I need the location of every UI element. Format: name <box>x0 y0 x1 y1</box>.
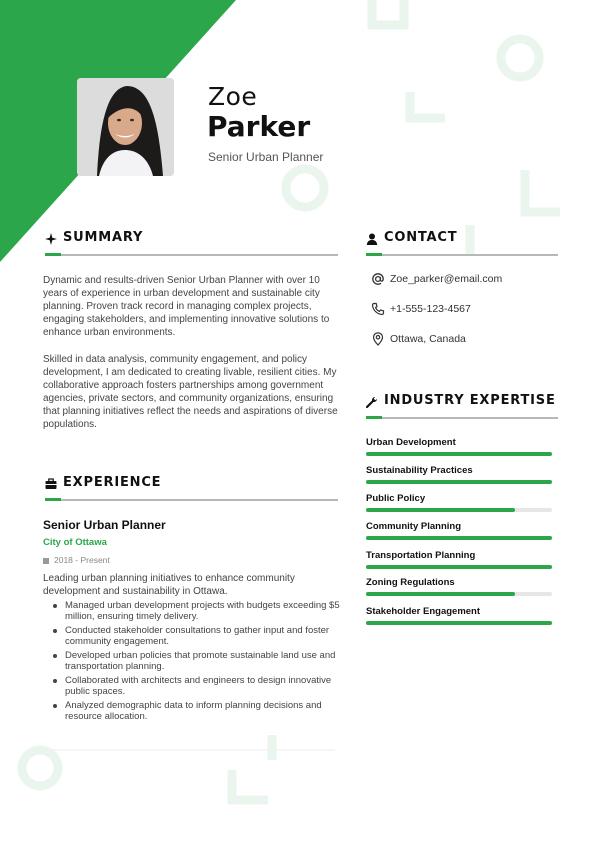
skill-name: Community Planning <box>366 521 461 532</box>
list-item: Developed urban policies that promote sustainable land use and transportation planning. <box>53 650 341 672</box>
briefcase-icon <box>45 478 57 490</box>
contact-heading: CONTACT <box>384 230 458 245</box>
expertise-divider-accent <box>366 416 382 419</box>
at-sign-icon <box>371 272 385 286</box>
profile-photo <box>77 78 174 176</box>
skill-bar-fill <box>366 480 552 484</box>
summary-section-header <box>45 230 338 260</box>
job-title: Senior Urban Planner <box>208 150 324 164</box>
skill-name: Transportation Planning <box>366 550 476 561</box>
expertise-divider <box>366 417 558 419</box>
summary-paragraph-1: Dynamic and results-driven Senior Urban Planner with over 10 years of experience in urban development and sustainable city planning. Proven track record in managing complex projects, engaging stakeholders, and implementing innovative solutions to enhance urban environments. <box>43 275 330 338</box>
skill-zoning-regulations <box>366 577 552 601</box>
skill-bar-track <box>366 565 552 569</box>
skill-name: Zoning Regulations <box>366 577 455 588</box>
last-name: Parker <box>207 110 311 143</box>
phone-icon <box>371 302 385 316</box>
email-text: Zoe_parker@email.com <box>390 273 503 285</box>
location-text: Ottawa, Canada <box>390 333 466 345</box>
phone-text: +1-555-123-4567 <box>390 303 471 315</box>
experience-divider <box>45 499 338 501</box>
skill-bar-track <box>366 480 552 484</box>
skill-bar-track <box>366 508 552 512</box>
skill-bar-track <box>366 536 552 540</box>
skill-name: Sustainability Practices <box>366 465 473 476</box>
skill-public-policy <box>366 493 552 517</box>
expertise-heading: INDUSTRY EXPERTISE <box>384 393 556 408</box>
job-dates-text: 2018 - Present <box>54 555 110 565</box>
list-item: Managed urban development projects with budgets exceeding $5 million, ensuring timely delivery. <box>53 600 341 622</box>
skill-sustainability-practices <box>366 465 552 489</box>
skill-name: Stakeholder Engagement <box>366 606 481 617</box>
skill-bar-fill <box>366 565 552 569</box>
company-name: City of Ottawa <box>43 537 107 548</box>
skill-community-planning <box>366 521 552 545</box>
skill-bar-track <box>366 592 552 596</box>
summary-divider-accent <box>45 253 61 256</box>
skill-urban-development <box>366 437 552 461</box>
expertise-section-header <box>366 393 558 423</box>
experience-heading: EXPERIENCE <box>63 475 162 490</box>
skill-bar-track <box>366 621 552 625</box>
summary-divider <box>45 254 338 256</box>
person-icon <box>366 233 378 245</box>
skill-name: Urban Development <box>366 437 456 448</box>
sparkle-icon <box>45 233 57 245</box>
skill-bar-fill <box>366 536 552 540</box>
job-summary: Leading urban planning initiatives to enhance community development and sustainability in Ottawa. <box>43 573 295 597</box>
first-name: Zoe <box>208 82 258 111</box>
list-item: Collaborated with architects and engineers to design innovative public spaces. <box>53 675 341 697</box>
job-role: Senior Urban Planner <box>43 518 166 532</box>
experience-section-header <box>45 475 338 505</box>
contact-section-header <box>366 230 558 260</box>
location-pin-icon <box>371 332 385 346</box>
skill-bar-track <box>366 452 552 456</box>
skill-stakeholder-engagement <box>366 606 552 630</box>
skill-transportation-planning <box>366 550 552 574</box>
list-item: Analyzed demographic data to inform planning decisions and resource allocation. <box>53 700 341 722</box>
contact-divider <box>366 254 558 256</box>
skill-bar-fill <box>366 508 515 512</box>
experience-divider-accent <box>45 498 61 501</box>
summary-heading: SUMMARY <box>63 230 144 245</box>
skill-name: Public Policy <box>366 493 426 504</box>
job-dates <box>43 555 110 565</box>
skill-bar-fill <box>366 621 552 625</box>
calendar-icon <box>43 558 49 564</box>
contact-divider-accent <box>366 253 382 256</box>
skill-bar-fill <box>366 452 552 456</box>
summary-paragraph-2: Skilled in data analysis, community engagement, and policy development, I am dedicated to creating livable, resilient cities. My collaborative approach fosters partnerships among government agencies, private sectors, and community organizations, ensuring that planning initiatives reflect the needs and aspirations of diverse populations. <box>43 354 338 430</box>
wrench-icon <box>366 396 378 408</box>
skill-bar-fill <box>366 592 515 596</box>
list-item: Conducted stakeholder consultations to gather input and foster community engagement. <box>53 625 341 647</box>
job-achievements-list <box>53 600 341 725</box>
